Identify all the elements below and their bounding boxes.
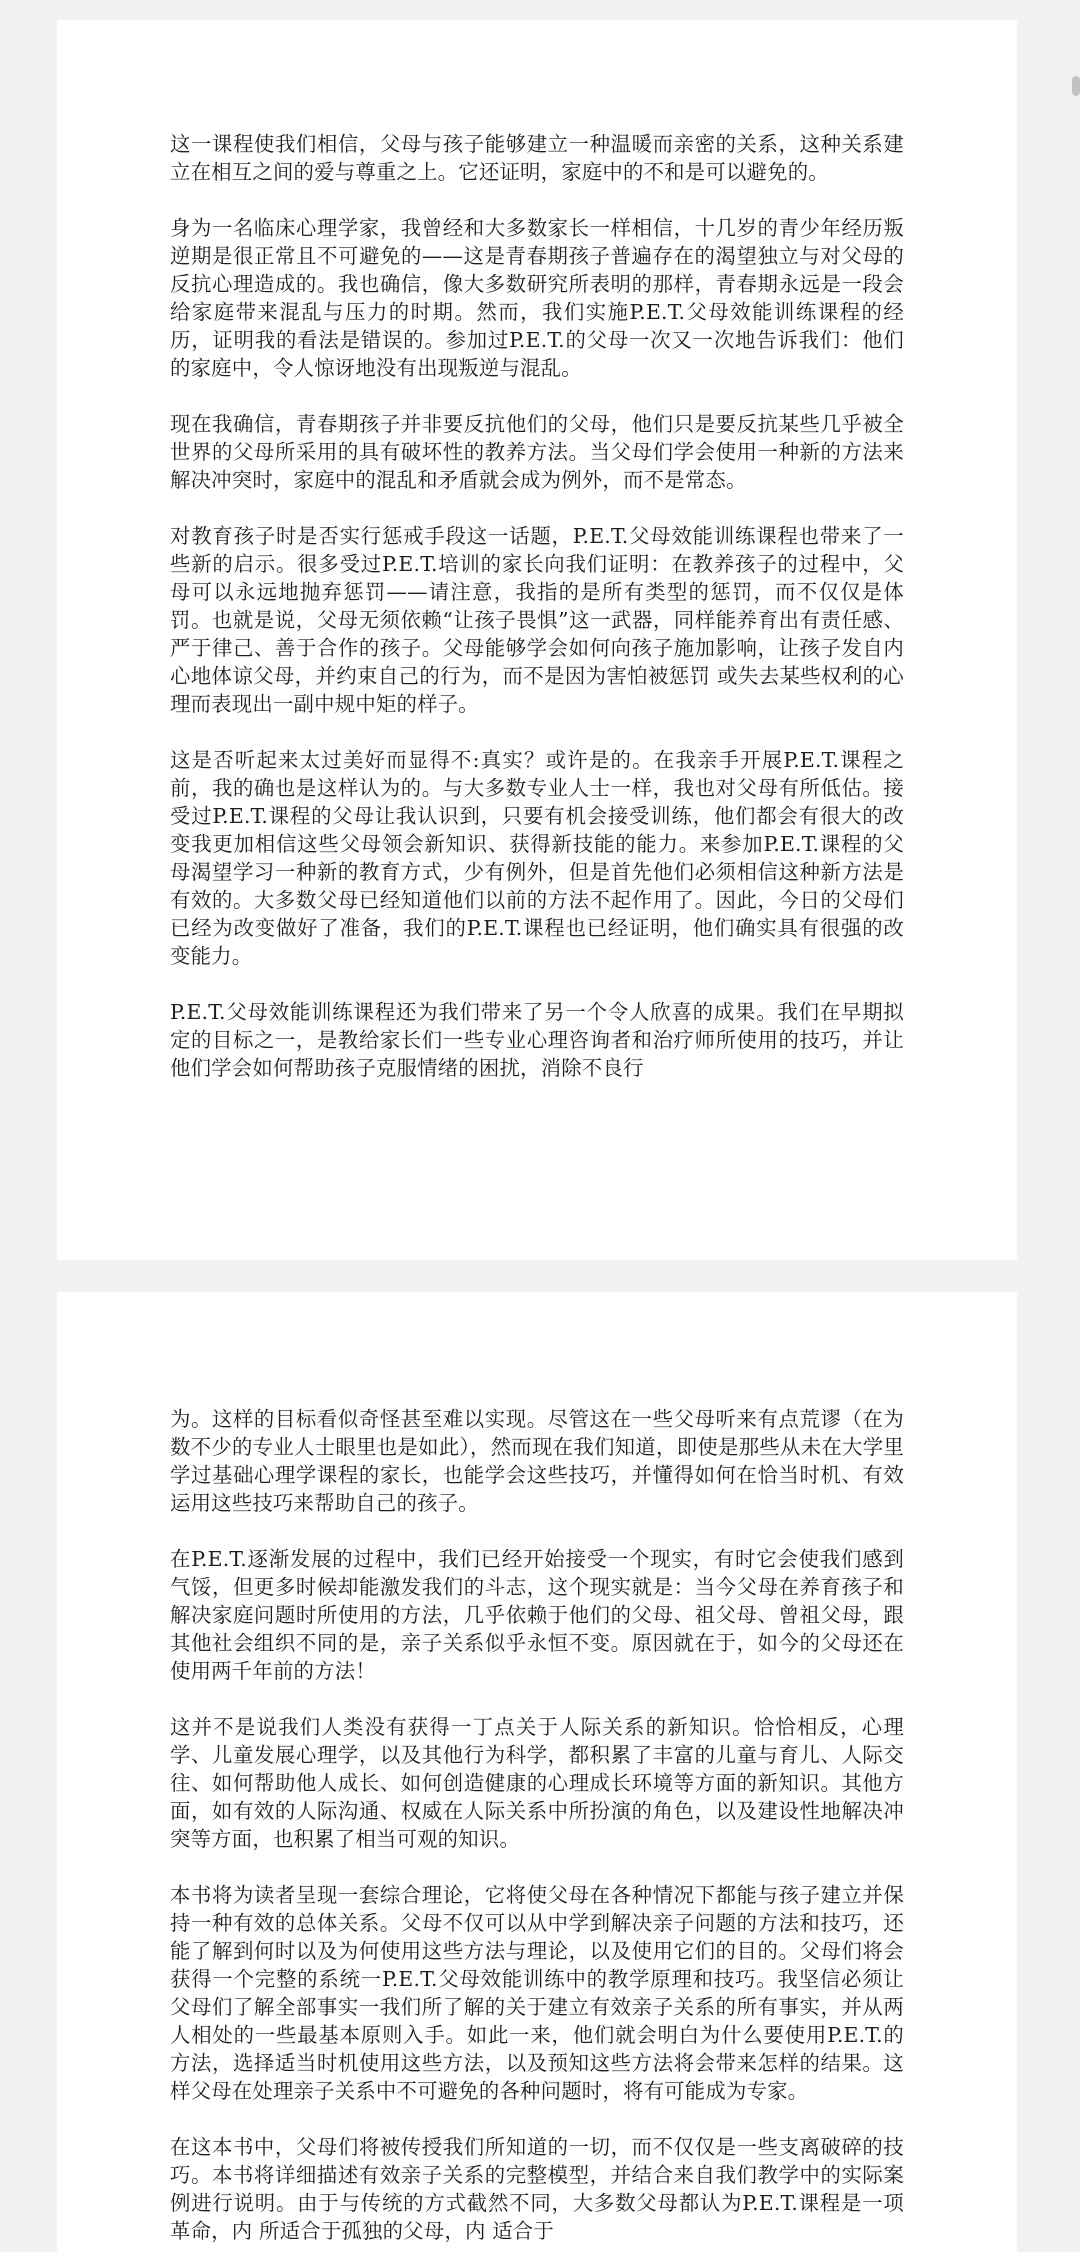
paragraph: 身为一名临床心理学家，我曾经和大多数家长一样相信，十几岁的青少年经历叛逆期是很正常且不可避免的——这是青春期孩子普遍存在的渴望独立与对父母的反抗心理造成的。我也确信，像大多数研究所表明的那样，青春期永远是一段会给家庭带来混乱与压力的时期。然而，我们实施P.E.T.父母效能训练课程的经历，证明我的看法是错误的。参加过P.E.T.的父母一次又一次地告诉我们：他们的家庭中，令人惊讶地没有出现叛逆与混乱。 [170,216,904,380]
paragraph: 本书将为读者呈现一套综合理论，它将使父母在各种情况下都能与孩子建立并保持一种有效的总体关系。父母不仅可以从中学到解决亲子问题的方法和技巧，还能了解到何时以及为何使用这些方法与理论，以及使用它们的目的。父母们将会获得一个完整的系统一P.E.T.父母效能训练中的教学原理和技巧。我坚信必须让父母们了解全部事实一我们所了解的关于建立有效亲子关系的所有事实，并从两人相处的一些最基本原则入手。如此一来，他们就会明白为什么要使用P.E.T.的方法，选择适当时机使用这些方法，以及预知这些方法将会带来怎样的结果。这样父母在处理亲子关系中不可避免的各种问题时，将有可能成为专家。 [170,1883,904,2103]
paragraph: 在P.E.T.逐渐发展的过程中，我们已经开始接受一个现实，有时它会使我们感到气馁，但更多时候却能激发我们的斗志，这个现实就是：当今父母在养育孩子和解决家庭问题时所使用的方法，几乎依赖于他们的父母、祖父母、曾祖父母，跟其他社会组织不同的是，亲子关系似乎永恒不变。原因就在于，如今的父母还在使用两千年前的方法！ [170,1547,904,1683]
paragraph: 为。这样的目标看似奇怪甚至难以实现。尽管这在一些父母听来有点荒谬（在为数不少的专业人士眼里也是如此），然而现在我们知道，即使是那些从未在大学里学过基础心理学课程的家长，也能学会这些技巧，并懂得如何在恰当时机、有效运用这些技巧来帮助自己的孩子。 [170,1407,904,1515]
document-page-1 [57,20,1017,1260]
scrollbar-thumb[interactable] [1072,76,1080,96]
document-page-2 [57,1292,1017,2252]
paragraph: 这并不是说我们人类没有获得一丁点关于人际关系的新知识。恰恰相反，心理学、儿童发展心理学，以及其他行为科学，都积累了丰富的儿童与育儿、人际交往、如何帮助他人成长、如何创造健康的心理成长环境等方面的新知识。其他方面，如有效的人际沟通、权威在人际关系中所扮演的角色，以及建设性地解决冲突等方面，也积累了相当可观的知识。 [170,1715,904,1851]
paragraph: 现在我确信，青春期孩子并非要反抗他们的父母，他们只是要反抗某些几乎被全世界的父母所采用的具有破坏性的教养方法。当父母们学会使用一种新的方法来解决冲突时，家庭中的混乱和矛盾就会成为例外，而不是常态。 [170,412,904,492]
paragraph: 对教育孩子时是否实行惩戒手段这一话题，P.E.T.父母效能训练课程也带来了一些新的启示。很多受过P.E.T.培训的家长向我们证明：在教养孩子的过程中，父母可以永远地抛弃惩罚——请注意，我指的是所有类型的惩罚，而不仅仅是体罚。也就是说，父母无须依赖“让孩子畏惧”这一武器，同样能养育出有责任感、严于律己、善于合作的孩子。父母能够学会如何向孩子施加影响，让孩子发自内心地体谅父母，并约束自己的行为，而不是因为害怕被惩罚 或失去某些权利的心理而表现出一副中规中矩的样子。 [170,524,904,716]
paragraph: 这是否听起来太过美好而显得不:真实？或许是的。在我亲手开展P.E.T.课程之前，我的确也是这样认为的。与大多数专业人士一样，我也对父母有所低估。接受过P.E.T.课程的父母让我认识到，只要有机会接受训练，他们都会有很大的改变我更加相信这些父母领会新知识、获得新技能的能力。来参加P.E.T.课程的父母渴望学习一种新的教育方式，少有例外，但是首先他们必须相信这种新方法是有效的。大多数父母已经知道他们以前的方法不起作用了。因此，今日的父母们已经为改变做好了准备，我们的P.E.T.课程也已经证明，他们确实具有很强的改变能力。 [170,748,904,968]
paragraph: 这一课程使我们相信，父母与孩子能够建立一种温暖而亲密的关系，这种关系建立在相互之间的爱与尊重之上。它还证明，家庭中的不和是可以避免的。 [170,132,904,184]
paragraph: 在这本书中，父母们将被传授我们所知道的一切，而不仅仅是一些支离破碎的技巧。本书将详细描述有效亲子关系的完整模型，并结合来自我们教学中的实际案例进行说明。由于与传统的方式截然不同，大多数父母都认为P.E.T.课程是一项革命，内 所适合于孤独的父母，内 适合于 [170,2135,904,2243]
paragraph: P.E.T.父母效能训练课程还为我们带来了另一个令人欣喜的成果。我们在早期拟定的目标之一，是教给家长们一些专业心理咨询者和治疗师所使用的技巧，并让他们学会如何帮助孩子克服情绪的困扰，消除不良行 [170,1000,904,1080]
